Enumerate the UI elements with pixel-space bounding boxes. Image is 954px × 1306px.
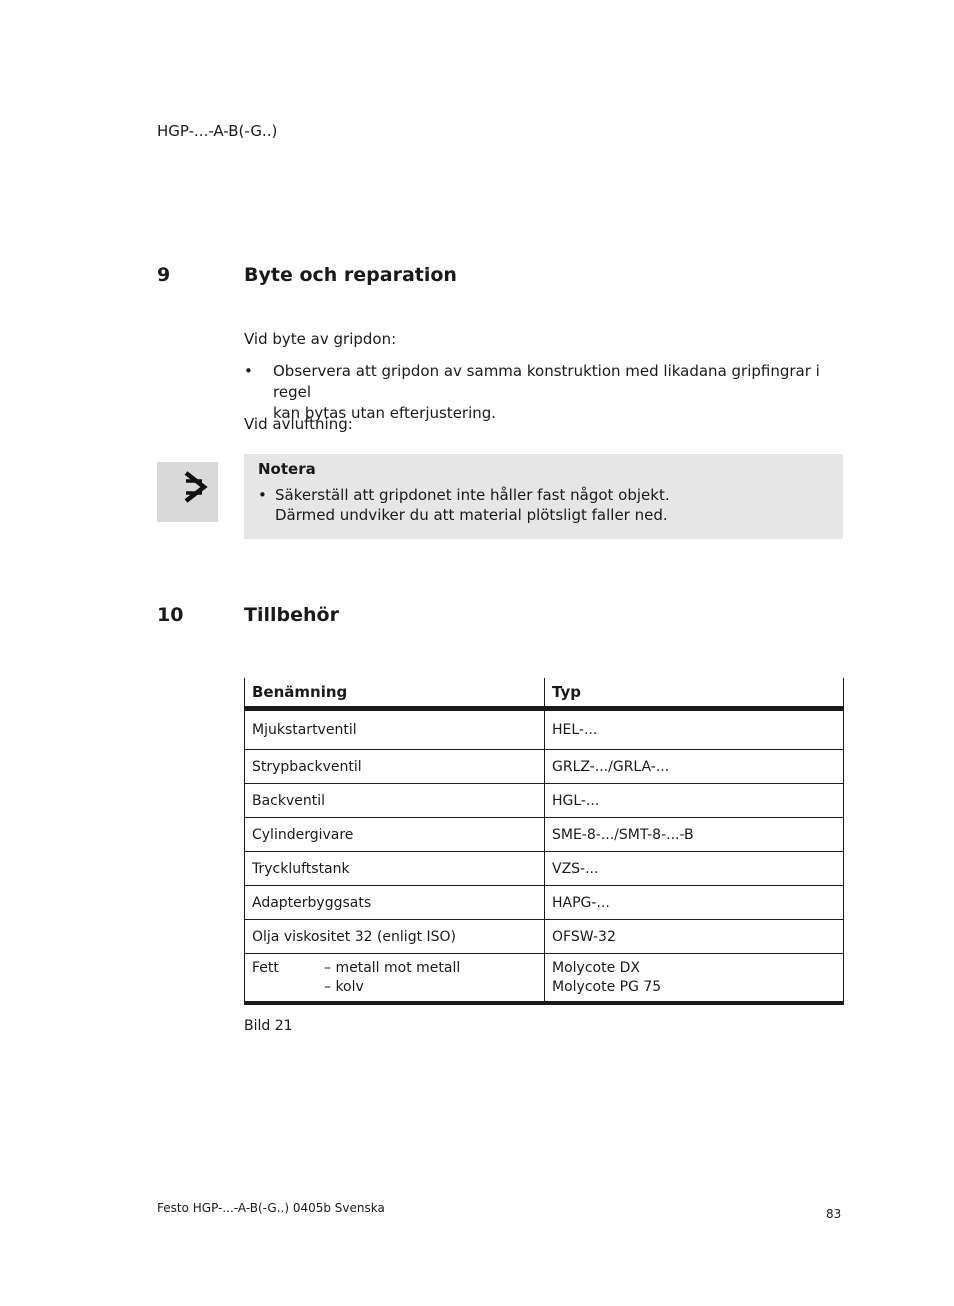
table-cell-name: Cylindergivare — [245, 818, 545, 852]
table-row — [245, 784, 844, 818]
bullet-text-line1: Observera att gripdon av samma konstruktion med likadana gripfingrar i regel — [273, 362, 820, 401]
table-row — [245, 886, 844, 920]
bullet-symbol: • — [244, 362, 253, 380]
table-cell-type: HGL-... — [545, 784, 844, 818]
table-cell-type: HAPG-... — [545, 886, 844, 920]
table-cell-type: HEL-... — [545, 709, 844, 750]
grease-type1: Molycote DX — [552, 959, 641, 976]
table-cell-type: GRLZ-.../GRLA-... — [545, 750, 844, 784]
table-row — [245, 709, 844, 750]
table-header-row — [245, 678, 844, 709]
table-row-grease — [245, 954, 844, 1004]
note-line1: Säkerställ att gripdonet inte håller fast något objekt. — [275, 486, 670, 504]
note-title: Notera — [258, 460, 316, 478]
figure-caption: Bild 21 — [244, 1018, 293, 1034]
bullet-text-line2: kan bytas utan efterjustering. — [273, 404, 497, 422]
table-header-name: Benämning — [245, 678, 545, 709]
note-bullet-symbol: • — [258, 486, 267, 504]
table-cell-name: Tryckluftstank — [245, 852, 545, 886]
grease-label: Fett — [252, 959, 279, 976]
table-cell-name: Strypbackventil — [245, 750, 545, 784]
note-icon-box — [157, 462, 218, 522]
table-cell-type: OFSW-32 — [545, 920, 844, 954]
footer-text: Festo HGP-...-A-B(-G..) 0405b Svenska — [157, 1201, 385, 1215]
accessories-table — [244, 678, 844, 1005]
section-title-9: Byte och reparation — [244, 264, 457, 286]
grease-sub1: – metall mot metall — [324, 959, 461, 976]
table-cell-name: Mjukstartventil — [245, 709, 545, 750]
page-number: 83 — [826, 1207, 842, 1221]
table-header-type: Typ — [545, 678, 844, 709]
table-row — [245, 750, 844, 784]
table-row — [245, 818, 844, 852]
table-cell-type: VZS-... — [545, 852, 844, 886]
grease-type2: Molycote PG 75 — [552, 978, 662, 995]
table-cell-name: Backventil — [245, 784, 545, 818]
arrow-right-icon — [157, 462, 218, 522]
note-bullet — [258, 485, 670, 525]
table-cell-name — [245, 954, 545, 1004]
grease-sub2: – kolv — [324, 978, 364, 995]
table-cell-name: Adapterbyggsats — [245, 886, 545, 920]
section-number-10: 10 — [157, 604, 184, 626]
note-box — [244, 454, 843, 539]
section-title-10: Tillbehör — [244, 604, 339, 626]
table-cell-type — [545, 954, 844, 1004]
section-number-9: 9 — [157, 264, 171, 286]
venting-text: Vid avluftning: — [244, 415, 353, 433]
header-model: HGP-...-A-B(-G..) — [157, 122, 278, 140]
table-cell-type: SME-8-.../SMT-8-...-B — [545, 818, 844, 852]
intro-text: Vid byte av gripdon: — [244, 330, 397, 348]
table-row — [245, 852, 844, 886]
table-cell-name: Olja viskositet 32 (enligt ISO) — [245, 920, 545, 954]
note-line2: Därmed undviker du att material plötsligt faller ned. — [275, 506, 668, 524]
table-row — [245, 920, 844, 954]
